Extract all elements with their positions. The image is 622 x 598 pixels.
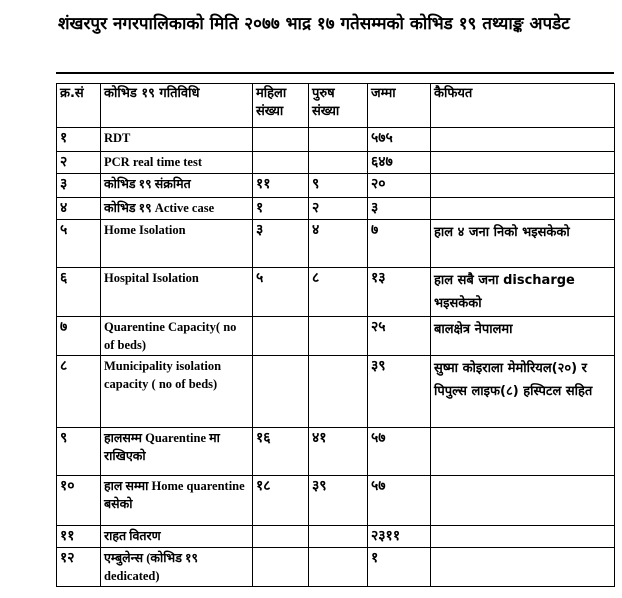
total-cell: ५७५	[368, 128, 431, 152]
serial-cell: १२	[57, 548, 101, 587]
covid-data-table	[56, 83, 615, 587]
serial-cell: ९	[57, 428, 101, 476]
male-count-cell: ९	[309, 174, 368, 198]
serial-cell: ३	[57, 174, 101, 198]
activity-cell: हाल सम्मा Home quarentine बसेको	[101, 476, 253, 526]
serial-cell: ७	[57, 317, 101, 356]
table-row	[57, 174, 615, 198]
male-count-cell: ३९	[309, 476, 368, 526]
total-cell: ५७	[368, 476, 431, 526]
male-count-cell	[309, 526, 368, 548]
total-cell: १३	[368, 268, 431, 317]
header-female: महिला संख्या	[253, 84, 309, 128]
female-count-cell	[253, 356, 309, 428]
table-row	[57, 476, 615, 526]
female-count-cell: ११	[253, 174, 309, 198]
male-count-cell: ८	[309, 268, 368, 317]
female-count-cell	[253, 128, 309, 152]
serial-cell: ११	[57, 526, 101, 548]
activity-cell: राहत वितरण	[101, 526, 253, 548]
activity-cell: Hospital Isolation	[101, 268, 253, 317]
serial-cell: १०	[57, 476, 101, 526]
header-total: जम्मा	[368, 84, 431, 128]
remark-cell	[431, 174, 615, 198]
table-row	[57, 268, 615, 317]
serial-cell: १	[57, 128, 101, 152]
activity-cell: कोभिड १९ संक्रमित	[101, 174, 253, 198]
remark-cell: बालक्षेत्र नेपालमा	[431, 317, 615, 356]
serial-cell: ५	[57, 220, 101, 268]
table-row	[57, 317, 615, 356]
female-count-cell	[253, 548, 309, 587]
remark-cell	[431, 526, 615, 548]
male-count-cell	[309, 128, 368, 152]
remark-cell	[431, 476, 615, 526]
female-count-cell	[253, 317, 309, 356]
activity-cell: Municipality isolation capacity ( no of beds)	[101, 356, 253, 428]
total-cell: २०	[368, 174, 431, 198]
female-count-cell	[253, 152, 309, 174]
remark-cell: हाल ४ जना निको भइसकेको	[431, 220, 615, 268]
activity-cell: कोभिड १९ Active case	[101, 198, 253, 220]
table-row	[57, 152, 615, 174]
document-title: शंखरपुर नगरपालिकाको मिति २०७७ भाद्र १७ गतेसम्मको कोभिड १९ तथ्याङ्क अपडेट	[58, 14, 570, 34]
remark-cell	[431, 548, 615, 587]
table-row	[57, 548, 615, 587]
male-count-cell	[309, 152, 368, 174]
total-cell: १	[368, 548, 431, 587]
total-cell: ५७	[368, 428, 431, 476]
activity-cell: Home Isolation	[101, 220, 253, 268]
activity-cell: Quarentine Capacity( no of beds)	[101, 317, 253, 356]
serial-cell: ८	[57, 356, 101, 428]
total-cell: ३९	[368, 356, 431, 428]
total-cell: ६४७	[368, 152, 431, 174]
total-cell: २३११	[368, 526, 431, 548]
female-count-cell: १	[253, 198, 309, 220]
remark-cell	[431, 128, 615, 152]
title-underline	[56, 72, 614, 74]
header-serial: क्र.सं	[57, 84, 101, 128]
remark-cell: सुष्मा कोइराला मेमोरियल(२०) र पिपुल्स लाइफ(८) हस्पिटल सहित	[431, 356, 615, 428]
serial-cell: ६	[57, 268, 101, 317]
header-remarks: कैफियत	[431, 84, 615, 128]
total-cell: ३	[368, 198, 431, 220]
male-count-cell	[309, 548, 368, 587]
remark-cell	[431, 198, 615, 220]
total-cell: ७	[368, 220, 431, 268]
male-count-cell: २	[309, 198, 368, 220]
table-row	[57, 220, 615, 268]
table-row	[57, 356, 615, 428]
female-count-cell	[253, 526, 309, 548]
female-count-cell: १८	[253, 476, 309, 526]
serial-cell: ४	[57, 198, 101, 220]
male-count-cell: ४	[309, 220, 368, 268]
table-row	[57, 128, 615, 152]
remark-cell	[431, 152, 615, 174]
table-body	[57, 128, 615, 587]
table-row	[57, 428, 615, 476]
activity-cell: हालसम्म Quarentine मा राखिएको	[101, 428, 253, 476]
table-row	[57, 198, 615, 220]
serial-cell: २	[57, 152, 101, 174]
header-activity: कोभिड १९ गतिविधि	[101, 84, 253, 128]
male-count-cell	[309, 356, 368, 428]
header-male: पुरुष संख्या	[309, 84, 368, 128]
activity-cell: PCR real time test	[101, 152, 253, 174]
table-header-row	[57, 84, 615, 128]
activity-cell: RDT	[101, 128, 253, 152]
total-cell: २५	[368, 317, 431, 356]
remark-cell: हाल सबै जना discharge भइसकेको	[431, 268, 615, 317]
female-count-cell: ३	[253, 220, 309, 268]
activity-cell: एम्बुलेन्स (कोभिड १९ dedicated)	[101, 548, 253, 587]
male-count-cell	[309, 317, 368, 356]
male-count-cell: ४१	[309, 428, 368, 476]
female-count-cell: १६	[253, 428, 309, 476]
remark-cell	[431, 428, 615, 476]
female-count-cell: ५	[253, 268, 309, 317]
table-row	[57, 526, 615, 548]
